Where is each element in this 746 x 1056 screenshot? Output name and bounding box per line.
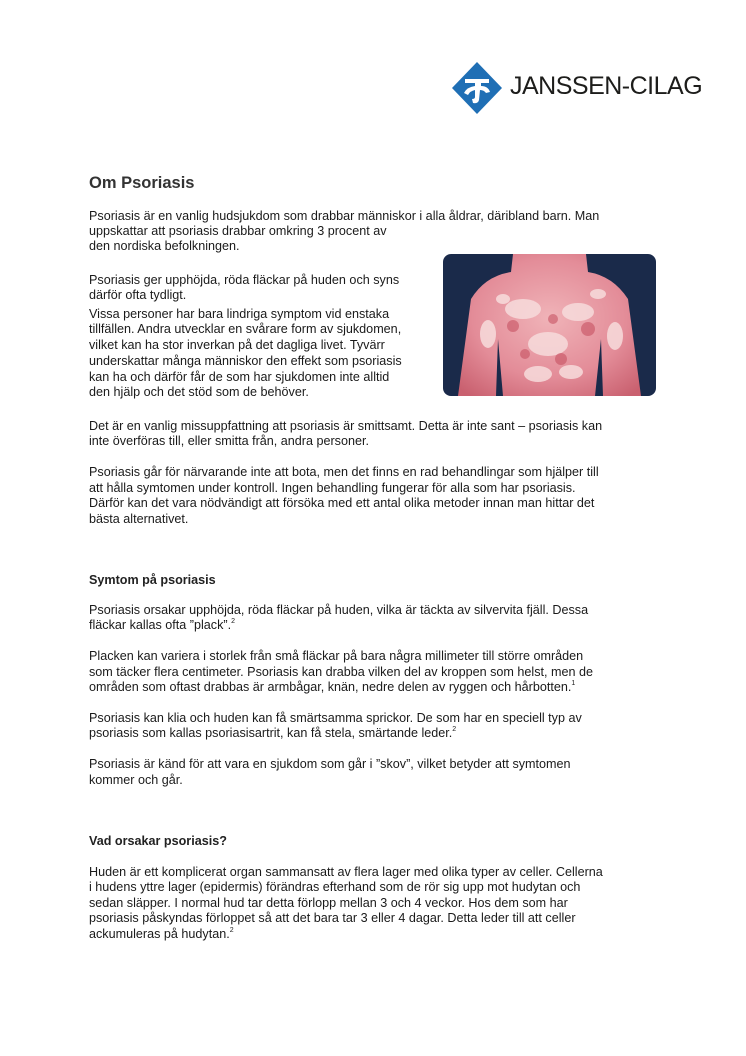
causes-paragraph-line: i hudens yttre lager (epidermis) förändras efterhand som de rör sig upp mot hudytan och — [89, 880, 581, 894]
intro-paragraph-3-line: kan ha och därför får de som har sjukdomen inte alltid — [89, 370, 390, 384]
intro-paragraph-3-line: Vissa personer har bara lindriga symptom vid enstaka — [89, 307, 390, 321]
footnote-ref: 1 — [571, 680, 576, 687]
symptoms-paragraph-3-line-2: psoriasis som kallas psoriasisartrit, kan få stela, smärtande leder.$^2$ — [89, 726, 457, 740]
intro-paragraph-5-line: Därför kan det vara nödvändigt att försöka med ett antal olika metoder innan man hittar det — [89, 496, 595, 510]
intro-paragraph-4-line: inte överföras till, eller smitta från, andra personer. — [89, 434, 369, 448]
section-heading-causes: Vad orsakar psoriasis? — [89, 834, 227, 848]
section-heading-symptoms: Symtom på psoriasis — [89, 573, 216, 587]
intro-paragraph-3-line: vilket kan ha stor inverkan på det dagliga livet. Tyvärr — [89, 338, 385, 352]
footnote-ref: 2 — [231, 618, 235, 625]
intro-paragraph-2-line-2: därför ofta tydligt. — [89, 288, 187, 302]
causes-paragraph-line: psoriasis påskyndas förloppet så att det bara tar 3 eller 4 dagar. Detta leder till att celler — [89, 911, 576, 925]
causes-paragraph-line: Huden är ett komplicerat organ sammansatt av flera lager med olika typer av celler. Cellerna — [89, 865, 603, 879]
intro-paragraph-1-line-3: den nordiska befolkningen. — [89, 239, 240, 253]
intro-paragraph-5-line: Psoriasis går för närvarande inte att bota, men det finns en rad behandlingar som hjälper till — [89, 465, 599, 479]
logo-wordmark: JANSSEN-CILAG — [510, 72, 703, 100]
janssen-logo-icon — [452, 62, 502, 114]
intro-paragraph-3-line: tillfällen. Andra utvecklar en svårare form av sjukdomen, — [89, 322, 402, 336]
symptoms-paragraph-3-line-1: Psoriasis kan klia och huden kan få smärtsamma sprickor. De som har en speciell typ av — [89, 711, 582, 725]
symptoms-paragraph-1-line-1: Psoriasis orsakar upphöjda, röda fläckar på huden, vilka är täckta av silvervita fjäll. Dessa — [89, 603, 589, 617]
symptoms-paragraph-2-line-2: som täcker flera centimeter. Psoriasis kan drabba vilken del av kroppen som helst, men de — [89, 665, 593, 679]
symptoms-paragraph-4-line-1: Psoriasis är känd för att vara en sjukdom som går i ”skov”, vilket betyder att symtomen — [89, 757, 571, 771]
causes-paragraph-last-line: ackumuleras på hudytan.$^2$ — [89, 927, 234, 941]
footnote-ref: 2 — [229, 927, 234, 934]
janssen-cilag-logo — [452, 62, 703, 114]
intro-paragraph-3-line: underskattar många människor den effekt som psoriasis — [89, 354, 402, 368]
intro-paragraph-4-line: Det är en vanlig missuppfattning att psoriasis är smittsamt. Detta är inte sant – psoriasis kan — [89, 419, 603, 433]
footnote-ref: 2 — [452, 726, 457, 733]
psoriasis-photo — [443, 254, 656, 396]
symptoms-paragraph-2-line-3: områden som oftast drabbas är armbågar, knän, nedre delen av ryggen och hårbotten.$^1$ — [89, 680, 576, 694]
symptoms-paragraph-1-line-2: fläckar kallas ofta ”plack”.$^2$ — [89, 618, 235, 632]
intro-paragraph-1-line-2: uppskattar att psoriasis drabbar omkring 3 procent av — [89, 224, 387, 238]
causes-paragraph-line: sedan släpper. I normal hud tar detta förlopp mellan 3 och 4 veckor. Hos dem som har — [89, 896, 568, 910]
symptoms-paragraph-4-line-2: kommer och går. — [89, 773, 183, 787]
intro-paragraph-5-line: bästa alternativet. — [89, 512, 189, 526]
symptoms-paragraph-2-line-1: Placken kan variera i storlek från små fläckar på bara några millimeter till större områden — [89, 649, 584, 663]
intro-paragraph-2-line-1: Psoriasis ger upphöjda, röda fläckar på huden och syns — [89, 273, 400, 287]
page-title: Om Psoriasis — [89, 174, 195, 192]
intro-paragraph-1-line-1: Psoriasis är en vanlig hudsjukdom som drabbar människor i alla åldrar, däribland barn. Man — [89, 209, 600, 223]
intro-paragraph-5-line: att hålla symtomen under kontroll. Ingen behandling fungerar för alla som har psoriasis. — [89, 481, 576, 495]
intro-paragraph-3-line: den hjälp och det stöd som de behöver. — [89, 385, 309, 399]
